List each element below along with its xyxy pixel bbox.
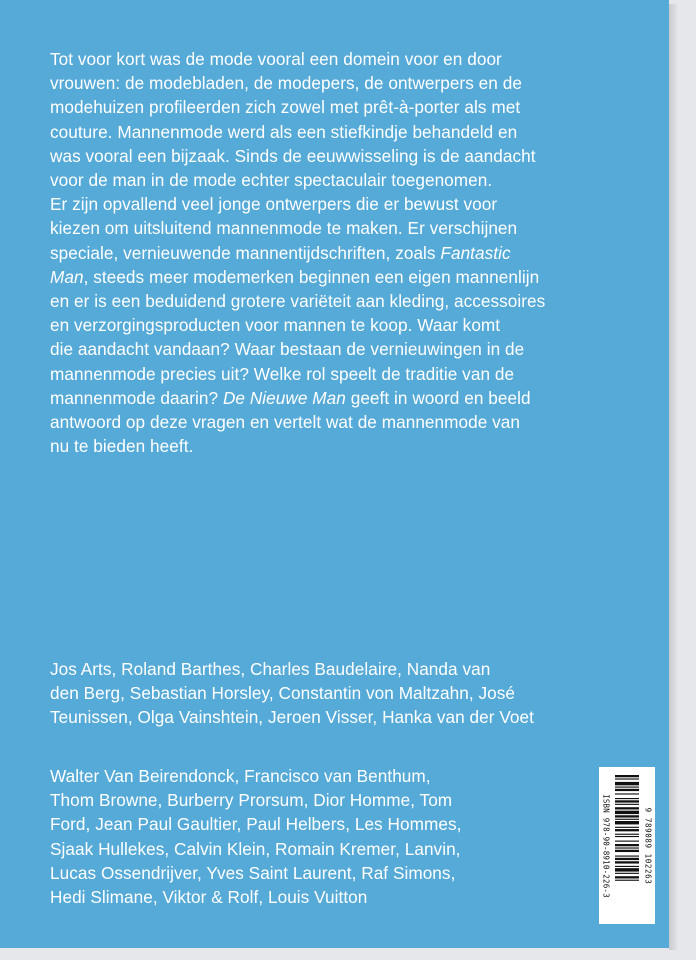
blurb-line [50, 120, 670, 144]
barcode-bar [615, 821, 639, 824]
blurb-line [50, 265, 670, 289]
blurb-line [50, 168, 670, 192]
barcode-bar [615, 866, 639, 867]
barcode-bar [615, 815, 639, 817]
blurb-line [50, 362, 670, 386]
blurb-segment: , steeds meer modemerken beginnen een eigen mannenlijn [83, 266, 540, 287]
barcode-bar [615, 782, 639, 785]
barcode-bar [615, 800, 639, 802]
blurb-line [50, 71, 670, 95]
designer-line: Sjaak Hullekes, Calvin Klein, Romain Kremer, Lanvin, [50, 838, 461, 859]
blurb-line [50, 337, 670, 361]
barcode-bar [615, 861, 639, 863]
barcode-bar [615, 827, 639, 828]
blurb-segment: en verzorgingsproducten voor mannen te koop. Waar komt [50, 315, 501, 336]
barcode-bar [615, 819, 639, 820]
blurb-segment: geeft in woord en beeld [345, 387, 531, 408]
barcode-digits-text: 9 789089 102263 [643, 807, 653, 884]
barcode-bar [615, 778, 639, 779]
blurb-line [50, 410, 670, 434]
blurb-line [50, 216, 670, 240]
barcode-bar [615, 844, 639, 846]
blurb-line [50, 95, 670, 119]
blurb-segment: Tot voor kort was de mode vooral een domein voor en door [50, 49, 502, 69]
blurb-segment: vrouwen: de modebladen, de modepers, de ontwerpers en de [50, 73, 522, 94]
blurb-segment: couture. Mannenmode werd als een stiefkindje behandeld en [50, 121, 518, 142]
barcode-digits [641, 767, 655, 924]
barcode-bar [615, 847, 639, 848]
designer-line: Hedi Slimane, Viktor & Rolf, Louis Vuitton [50, 887, 368, 908]
designer-line: Walter Van Beirendonck, Francisco van Benthum, [50, 766, 431, 786]
blurb-line [50, 241, 670, 265]
italic-title: De Nieuwe Man [222, 387, 346, 408]
designer-line: Ford, Jean Paul Gaultier, Paul Helbers, Les Hommes, [50, 814, 462, 835]
designer-line: Thom Browne, Burberry Prorsum, Dior Homme, Tom [50, 790, 453, 811]
blurb-line [50, 313, 670, 337]
blurb-line [50, 386, 670, 410]
blurb-line [50, 289, 670, 313]
blurb-segment: speciale, vernieuwende mannentijdschriften, zoals [50, 242, 441, 263]
blurb-segment: kiezen om uitsluitend mannenmode te maken. Er verschijnen [50, 218, 518, 239]
blurb-segment: mannenmode daarin? [50, 387, 223, 408]
italic-title: Man [50, 266, 84, 287]
author-line: Jos Arts, Roland Barthes, Charles Baudelaire, Nanda van [50, 659, 491, 679]
author-line: Teunissen, Olga Vainshtein, Jeroen Visser, Hanka van der Voet [50, 707, 534, 728]
blurb-text [50, 47, 670, 458]
barcode-bar [615, 834, 639, 835]
italic-title: Fantastic [440, 242, 511, 263]
blurb-segment: Er zijn opvallend veel jonge ontwerpers die er bewust voor [50, 194, 498, 215]
barcode-bar [615, 850, 639, 852]
page-edge-shadow [669, 4, 677, 950]
barcode-bar [615, 811, 639, 814]
blurb-line [50, 47, 670, 71]
barcode-bar [615, 787, 639, 788]
author-line: den Berg, Sebastian Horsley, Constantin von Maltzahn, José [50, 683, 515, 704]
barcode-bar [615, 858, 639, 860]
barcode-bar [615, 807, 639, 809]
blurb-segment: voor de man in de mode echter spectaculair toegenomen. [50, 170, 493, 191]
blurb-segment: die aandacht vandaan? Waar bestaan de vernieuwingen in de [50, 339, 525, 360]
barcode-bar [615, 841, 639, 842]
blurb-line [50, 144, 670, 168]
blurb-segment: antwoord op deze vragen en vertelt wat de mannenmode van [50, 412, 521, 433]
blurb-line [50, 192, 670, 216]
barcode-bar [615, 856, 639, 857]
isbn-label [599, 767, 613, 924]
blurb-segment: was vooral een bijzaak. Sinds de eeuwwisseling is de aandacht [50, 145, 536, 166]
barcode-bar [615, 789, 639, 791]
barcode-bar [615, 836, 639, 837]
blurb-segment: modehuizen profileerden zich zowel met prêt-à-porter als met [50, 97, 521, 118]
blurb-line [50, 434, 670, 458]
blurb-segment: en er is een beduidend grotere variëteit aan kleding, accessoires [50, 291, 546, 312]
barcode-bar [615, 880, 639, 881]
designer-list [50, 764, 670, 909]
blurb-segment: mannenmode precies uit? Welke rol speelt de traditie van de [50, 363, 515, 384]
barcode-bar [615, 798, 639, 799]
barcode-bar [615, 775, 639, 777]
author-list [50, 657, 670, 730]
barcode-bar [615, 873, 639, 874]
isbn-label-text: ISBN 978-90-8910-226-3 [601, 793, 611, 898]
designer-line: Lucas Ossendrijver, Yves Saint Laurent, Raf Simons, [50, 862, 456, 883]
barcode-bar [615, 876, 639, 878]
blurb-segment: nu te bieden heeft. [50, 436, 194, 457]
barcode-bar [615, 868, 639, 871]
barcode-bar [615, 829, 639, 831]
barcode-bar [615, 793, 639, 794]
barcode-bar [615, 804, 639, 805]
